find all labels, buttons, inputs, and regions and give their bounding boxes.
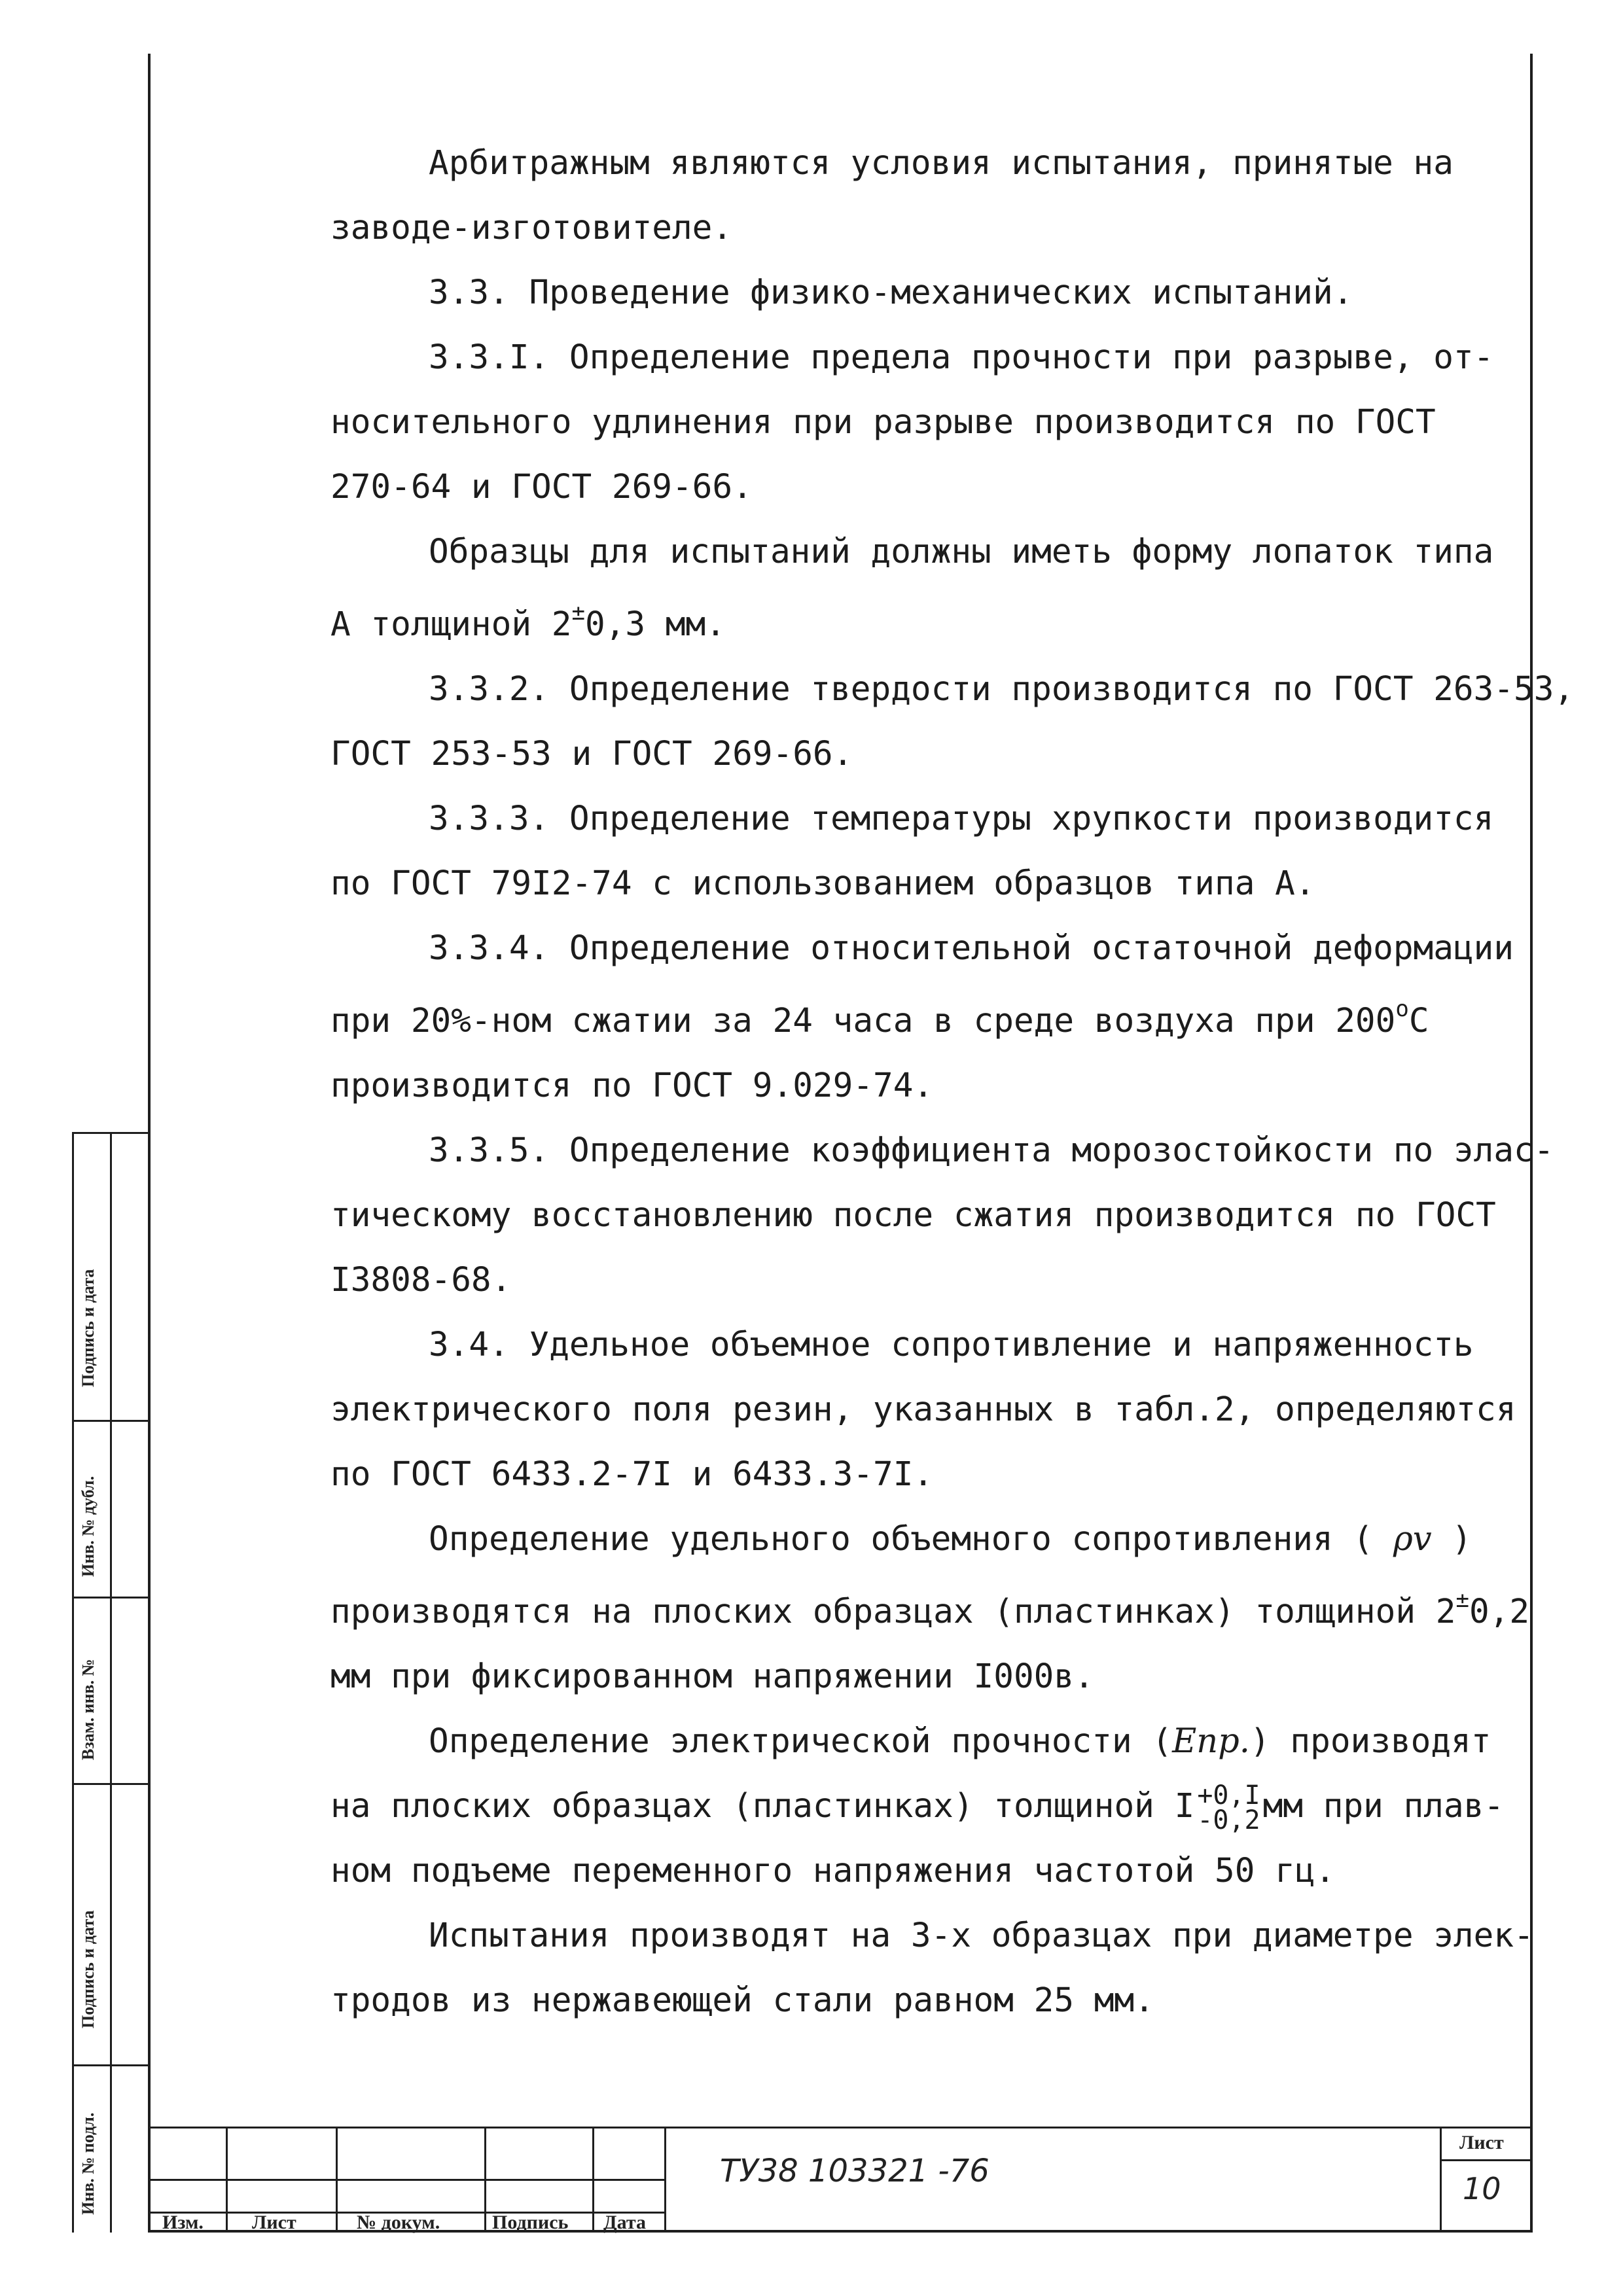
paragraph: электрического поля резин, указанных в табл.2, определяются: [330, 1390, 1516, 1429]
title-block-col-2: [336, 2128, 338, 2231]
paragraph: 3.3.4. Определение относительной остаточной деформации: [429, 929, 1514, 968]
paragraph: [330, 1774, 1522, 1839]
tolerance-upper: +0,I: [1197, 1780, 1260, 1810]
title-block-sheet-col: [1440, 2127, 1442, 2231]
paragraph: 270-64 и ГОСТ 269-66.: [330, 468, 753, 506]
tolerance-fraction: [1197, 1780, 1260, 1835]
title-block-sheet-line: [1440, 2159, 1531, 2161]
side-stamp-vzam-inv: Взам. инв. №: [79, 1659, 98, 1760]
side-stamp-podpis-data-1: Подпись и дата: [79, 1269, 98, 1387]
text-run: А толщиной 2: [330, 605, 572, 644]
paragraph: 3.3.5. Определение коэффициента морозостойкости по элас-: [429, 1131, 1554, 1170]
title-block-sheet-label: Лист: [1459, 2132, 1504, 2153]
handwritten-symbol-rho-v: ρv: [1393, 1520, 1432, 1559]
plus-minus-sign: ±: [1455, 1587, 1469, 1613]
paragraph: по ГОСТ 79I2-74 с использованием образцов типа А.: [330, 864, 1315, 903]
text-run: производятся на плоских образцах (пластинках) толщиной 2: [330, 1593, 1456, 1631]
side-stamp-inner-line: [110, 1132, 112, 2233]
text-run: С: [1408, 1002, 1429, 1040]
paragraph: по ГОСТ 6433.2-7I и 6433.3-7I.: [330, 1455, 934, 1494]
paragraph: производится по ГОСТ 9.029-74.: [330, 1067, 934, 1105]
side-stamp-divider-2: [72, 1597, 148, 1598]
paragraph: Испытания производят на 3-х образцах при диаметре элек-: [429, 1916, 1534, 1955]
paragraph: 3.3.2. Определение твердости производится по ГОСТ 263-53,: [429, 670, 1575, 709]
paragraph: мм при фиксированном напряжении I000в.: [330, 1657, 1094, 1696]
title-block-list-label: Лист: [252, 2212, 296, 2233]
text-run: 0,3 мм.: [584, 605, 726, 644]
side-stamp-podpis-data-2: Подпись и дата: [79, 1910, 98, 2028]
title-block-top-line: [148, 2127, 1530, 2128]
side-stamp-divider-top: [72, 1132, 148, 1134]
title-block-col-4: [592, 2128, 594, 2231]
side-stamp-divider-3: [72, 1783, 148, 1785]
title-block-podpis-label: Подпись: [492, 2212, 569, 2233]
text-run: ) производят: [1250, 1722, 1491, 1761]
paragraph: тродов из нержавеющей стали равном 25 мм.: [330, 1981, 1154, 2020]
title-block-col-5: [664, 2128, 666, 2231]
side-stamp-divider-1: [72, 1420, 148, 1422]
text-run: ): [1452, 1520, 1472, 1559]
text-run: мм при плав-: [1262, 1787, 1505, 1826]
side-stamp-inv-dubl: Инв. № дубл.: [79, 1475, 98, 1577]
frame-bottom-border: [148, 2230, 1533, 2233]
side-stamp-divider-4: [72, 2064, 148, 2066]
title-block-izm-label: Изм.: [162, 2212, 204, 2233]
title-block-n-dokum-label: № докум.: [357, 2212, 440, 2233]
paragraph: ГОСТ 253-53 и ГОСТ 269-66.: [330, 735, 853, 773]
side-stamp-inv-podl: Инв. № подл.: [79, 2112, 98, 2215]
paragraph: I3808-68.: [330, 1261, 512, 1299]
paragraph: [330, 1572, 1530, 1644]
title-block-data-label: Дата: [603, 2212, 646, 2233]
text-run: при 20%-ном сжатии за 24 часа в среде воздуха при 200: [330, 1002, 1396, 1040]
paragraph: Образцы для испытаний должны иметь форму лопаток типа: [429, 533, 1494, 571]
text-run: Определение удельного объемного сопротивления (: [429, 1520, 1374, 1559]
handwritten-symbol-e-pr: Епр.: [1172, 1722, 1251, 1761]
paragraph: [330, 584, 1522, 657]
paragraph: 3.3.3. Определение температуры хрупкости производится: [429, 800, 1494, 838]
frame-left-border: [148, 54, 151, 2231]
degree-sign: о: [1395, 996, 1409, 1022]
title-block-document-code: ТУ38 103321 -76: [720, 2153, 990, 2189]
paragraph: [330, 1709, 1522, 1774]
section-heading: 3.3. Проведение физико-механических испытаний.: [429, 274, 1353, 312]
text-run: на плоских образцах (пластинках) толщиной I: [330, 1787, 1195, 1826]
section-heading: 3.4. Удельное объемное сопротивление и напряженность: [429, 1326, 1474, 1364]
paragraph: заводе-изготовителе.: [330, 209, 733, 247]
paragraph: 3.3.I. Определение предела прочности при разрыве, от-: [429, 338, 1494, 377]
side-stamp-outer-line: [72, 1132, 74, 2233]
title-block-col-1: [226, 2128, 228, 2231]
paragraph: Арбитражным являются условия испытания, принятые на: [429, 144, 1454, 183]
paragraph: тическому восстановлению после сжатия производится по ГОСТ: [330, 1196, 1496, 1235]
document-body: [330, 131, 1575, 2033]
title-block-col-3: [484, 2128, 486, 2231]
paragraph: ном подъеме переменного напряжения частотой 50 гц.: [330, 1852, 1336, 1890]
paragraph: [330, 981, 1522, 1053]
title-block-sheet-number: 10: [1463, 2171, 1501, 2206]
paragraph: носительного удлинения при разрыве производится по ГОСТ: [330, 403, 1436, 442]
text-run: Определение электрической прочности (: [429, 1722, 1173, 1761]
paragraph: [330, 1507, 1522, 1572]
text-run: 0,2: [1469, 1593, 1530, 1631]
tolerance-lower: -0,2: [1197, 1805, 1260, 1835]
plus-minus-sign: ±: [571, 599, 585, 626]
